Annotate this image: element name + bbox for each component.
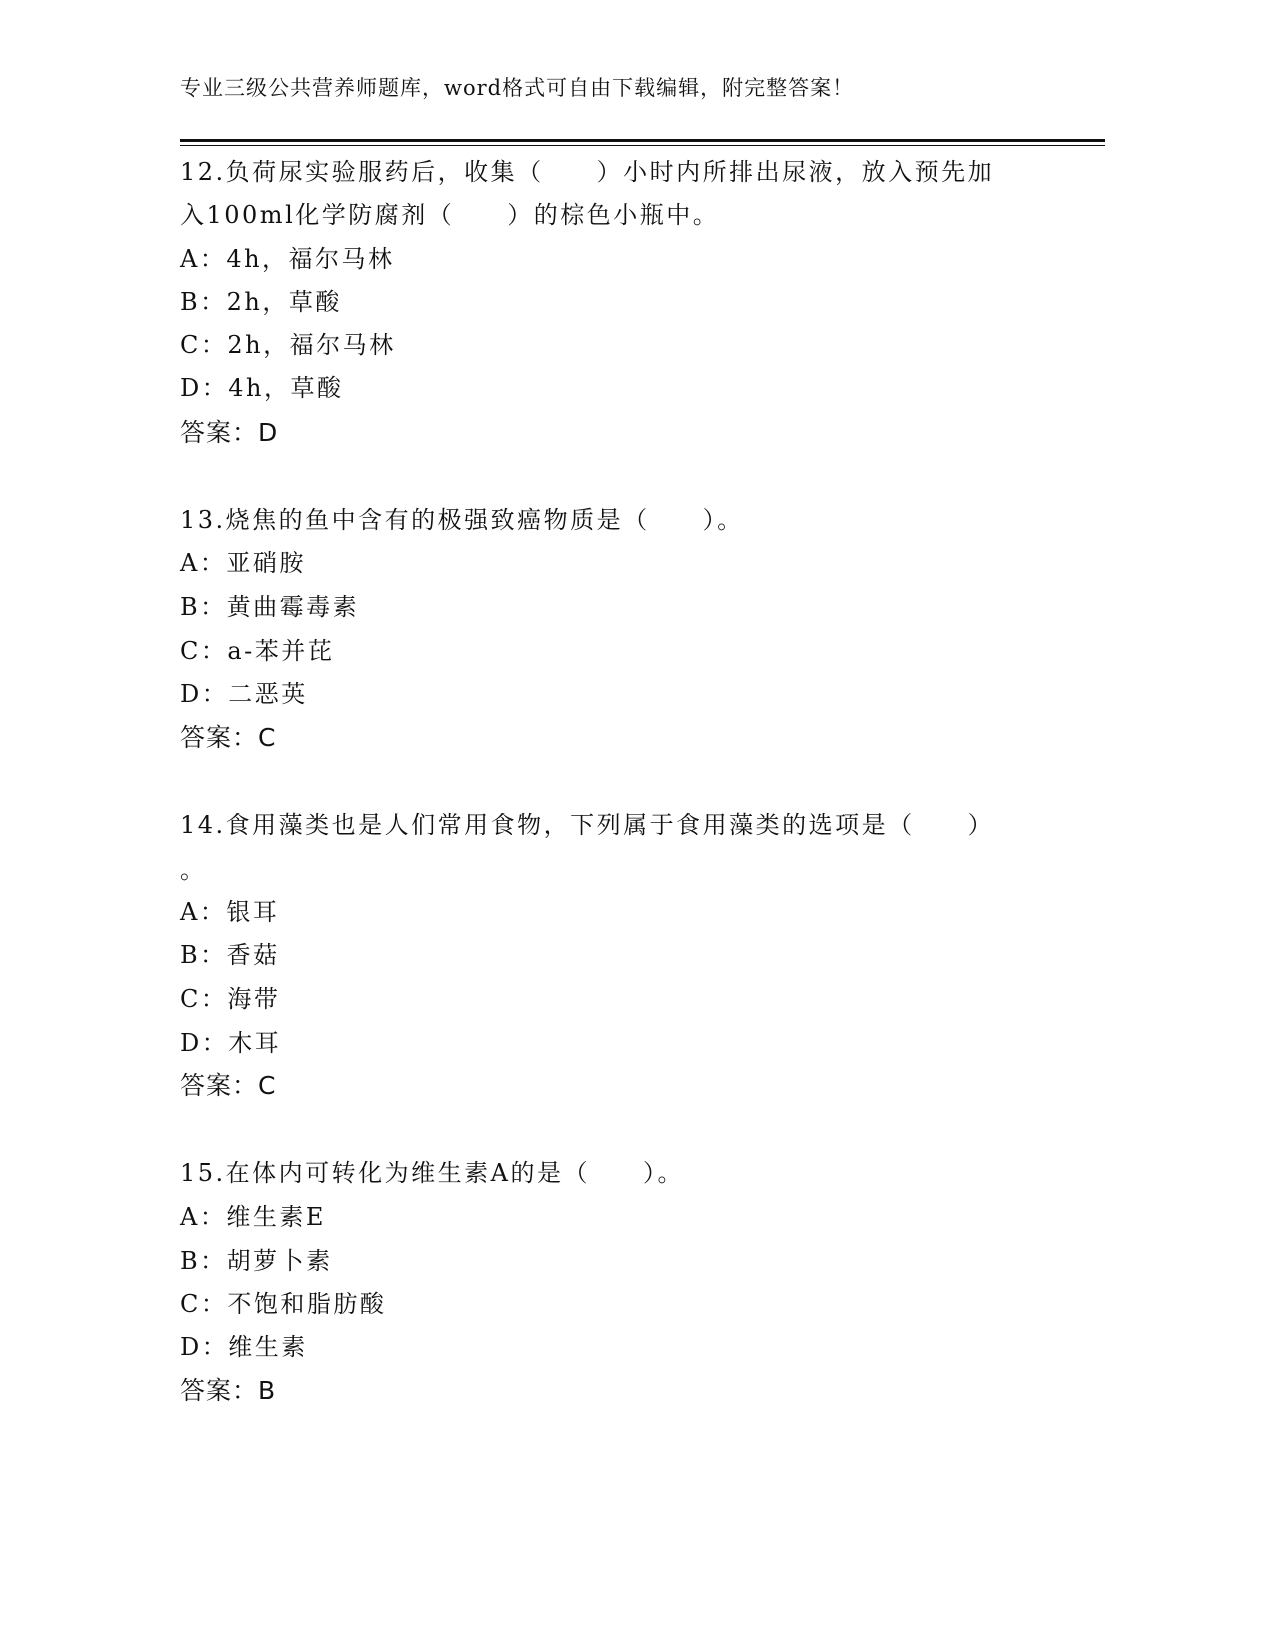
question-15-option-c: C：不饱和脂肪酸 bbox=[180, 1290, 387, 1318]
question-12-stem-line-1: 12.负荷尿实验服药后，收集（ ）小时内所排出尿液，放入预先加 bbox=[180, 158, 995, 186]
question-13-stem-line-1: 13.烧焦的鱼中含有的极强致癌物质是（ ）。 bbox=[180, 506, 744, 534]
question-13-option-a: A：亚硝胺 bbox=[180, 549, 306, 577]
question-14-stem-line-2: 。 bbox=[180, 856, 207, 884]
page-header: 专业三级公共营养师题库，word格式可自由下载编辑，附完整答案！ bbox=[180, 76, 855, 100]
question-14-option-a: A：银耳 bbox=[180, 898, 280, 926]
question-12-option-b: B：2h，草酸 bbox=[180, 288, 342, 316]
question-12-option-c: C：2h，福尔马林 bbox=[180, 331, 396, 359]
question-15-option-b: B：胡萝卜素 bbox=[180, 1247, 333, 1275]
question-13-answer: 答案：C bbox=[180, 723, 277, 752]
question-15-stem-line-1: 15.在体内可转化为维生素A的是（ ）。 bbox=[180, 1159, 684, 1187]
question-15-option-d: D：维生素 bbox=[180, 1333, 308, 1361]
question-15-answer: 答案：B bbox=[180, 1376, 277, 1405]
question-12-answer: 答案：D bbox=[180, 418, 279, 447]
question-13-option-d: D：二恶英 bbox=[180, 680, 308, 708]
header-rule-thick bbox=[180, 139, 1105, 142]
question-14-option-b: B：香菇 bbox=[180, 941, 280, 969]
question-14-option-c: C：海带 bbox=[180, 985, 281, 1013]
question-12-option-a: A：4h，福尔马林 bbox=[180, 245, 395, 273]
question-14-answer: 答案：C bbox=[180, 1071, 277, 1100]
question-13-option-c: C：a-苯并芘 bbox=[180, 637, 335, 665]
question-14-option-d: D：木耳 bbox=[180, 1029, 282, 1057]
question-14-stem-line-1: 14.食用藻类也是人们常用食物，下列属于食用藻类的选项是（ ） bbox=[180, 811, 995, 839]
question-12-stem-line-2: 入100ml化学防腐剂（ ）的棕色小瓶中。 bbox=[180, 201, 720, 229]
question-15-option-a: A：维生素E bbox=[180, 1203, 326, 1231]
question-12-option-d: D：4h，草酸 bbox=[180, 374, 344, 402]
header-rule-thin bbox=[180, 145, 1105, 146]
question-13-option-b: B：黄曲霉毒素 bbox=[180, 593, 360, 621]
